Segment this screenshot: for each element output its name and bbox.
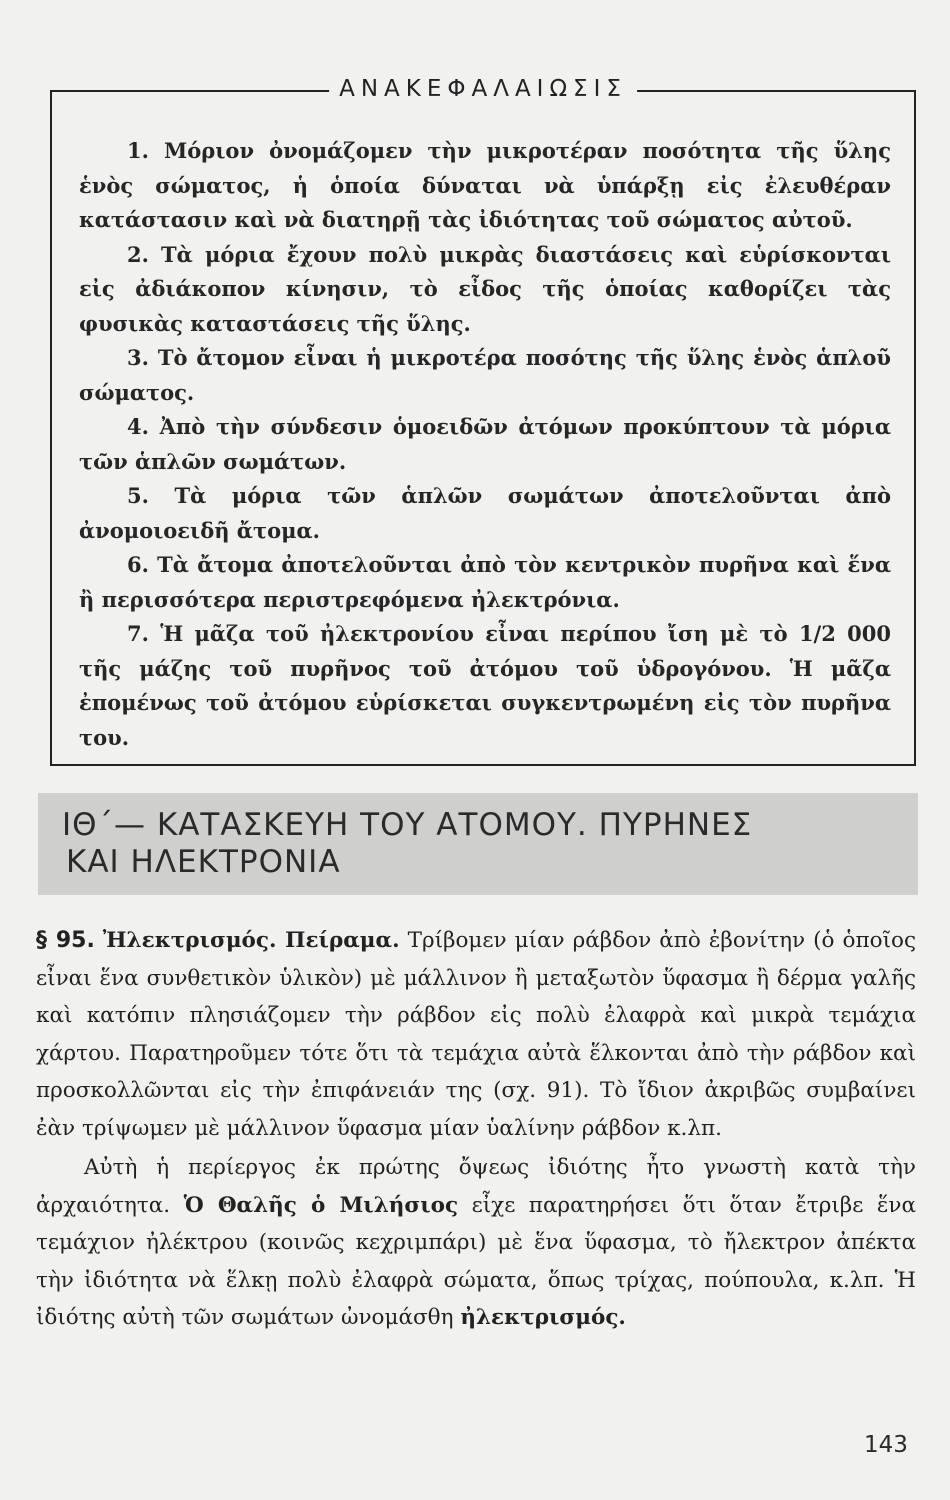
summary-list [79,134,891,755]
summary-item: 4. Ἀπὸ τὴν σύνδεσιν ὁμοειδῶν ἀτόμων προκύπτουν τὰ μόρια τῶν ἁπλῶν σωμάτων. [79,414,891,474]
paragraph-thales [36,1149,916,1337]
summary-item: 3. Τὸ ἄτομον εἶναι ἡ μικροτέρα ποσότης τῆς ὕλης ἑνὸς ἁπλοῦ σώματος. [79,345,891,405]
paragraph-text-a: Αὐτὴ ἡ περίεργος ἐκ πρώτης ὄψεως ἰδιότης ἦτο γνωστὴ κατὰ τὴν ἀρχαιότητα. [36,1155,916,1218]
summary-title: ΑΝΑΚΕΦΑΛΑΙΩΣΙΣ [329,74,637,104]
summary-item: 6. Τὰ ἄτομα ἀποτελοῦνται ἀπὸ τὸν κεντρικὸν πυρῆνα καὶ ἕνα ἢ περισσότερα περιστρεφόμενα ἠλεκτρόνια. [79,552,891,612]
term-electricity: ἠλεκτρισμός. [460,1305,626,1330]
section-heading-band [38,793,918,895]
paragraph-text: Τρίβομεν μίαν ράβδον ἀπὸ ἐβονίτην (ὁ ὁποῖος εἶναι ἕνα συνθετικὸν ὑλικὸν) μὲ μάλλινον ἢ μεταξωτὸν ὕφασμα ἢ δέρμα γαλῆς καὶ κατόπιν πλησιάζομεν τὴν ράβδον εἰς πολὺ ἐλαφρὰ καὶ μικρὰ τεμάχια χάρτου. Παρατηροῦμεν τότε ὅτι τὰ τεμάχια αὐτὰ ἕλκονται ἀπὸ τὴν ράβδον καὶ προσκολλῶνται εἰς τὴν ἐπιφάνειάν της (σχ. 91). Τὸ ἴδιον ἀκριβῶς συμβαίνει ἐὰν τρίψωμεν μὲ μάλλινον ὕφασμα μίαν ὑαλίνην ράβδον κ.λπ. [36,928,916,1141]
main-text [36,922,916,1337]
thales-name: Ὁ Θαλῆς ὁ Μιλήσιος [183,1192,459,1218]
paragraph-text-b: εἶχε παρατηρήσει ὅτι ὅταν ἔτριβε ἕνα τεμάχιον ἠλέκτρου (κοινῶς κεχριμπάρι) μὲ ἕνα ὕφασμα, τὸ ἤλεκτρον ἀπέκτα τὴν ἰδιότητα νὰ ἕλκῃ πολὺ ἐλαφρὰ σώματα, ὅπως τρίχας, πούπουλα, κ.λπ. Ἡ ἰδιότης αὐτὴ τῶν σωμάτων ὠνομάσθη [36,1192,916,1330]
summary-item: 5. Τὰ μόρια τῶν ἁπλῶν σωμάτων ἀποτελοῦνται ἀπὸ ἀνομοιοειδῆ ἄτομα. [79,483,891,543]
section-title-line-2: ΚΑΙ ΗΛΕΚΤΡΟΝΙΑ [66,844,341,880]
summary-item: 2. Τὰ μόρια ἔχουν πολὺ μικρὰς διαστάσεις καὶ εὑρίσκονται εἰς ἀδιάκοπον κίνησιν, τὸ εἶδος τῆς ὁποίας καθορίζει τὰς φυσικὰς καταστάσεις τῆς ὕλης. [79,241,891,336]
section-title-line-1: ΙΘ΄— ΚΑΤΑΣΚΕΥΗ ΤΟΥ ΑΤΟΜΟΥ. ΠΥΡΗΝΕΣ [62,807,753,843]
paragraph-heading: Ἠλεκτρισμός. Πείραμα. [102,928,400,953]
page-number: 143 [864,1432,908,1458]
summary-item: 1. Μόριον ὀνομάζομεν τὴν μικροτέραν ποσότητα τῆς ὕλης ἑνὸς σώματος, ἡ ὁποία δύναται νὰ ὑπάρξῃ εἰς ἐλευθέραν κατάστασιν καὶ νὰ διατηρῇ τὰς ἰδιότητας τοῦ σώματος αὐτοῦ. [79,138,891,232]
summary-item: 7. Ἡ μᾶζα τοῦ ἠλεκτρονίου εἶναι περίπου ἴση μὲ τὸ 1/2 000 τῆς μάζης τοῦ πυρῆνος τοῦ ἀτόμου τοῦ ὑδρογόνου. Ἡ μᾶζα ἐπομένως τοῦ ἀτόμου εὑρίσκεται συγκεντρωμένη εἰς τὸν πυρῆνα του. [79,621,891,750]
paragraph-95 [36,922,916,1147]
section-number: § 95. [36,928,95,953]
section-title [62,807,902,881]
summary-box [50,76,916,766]
